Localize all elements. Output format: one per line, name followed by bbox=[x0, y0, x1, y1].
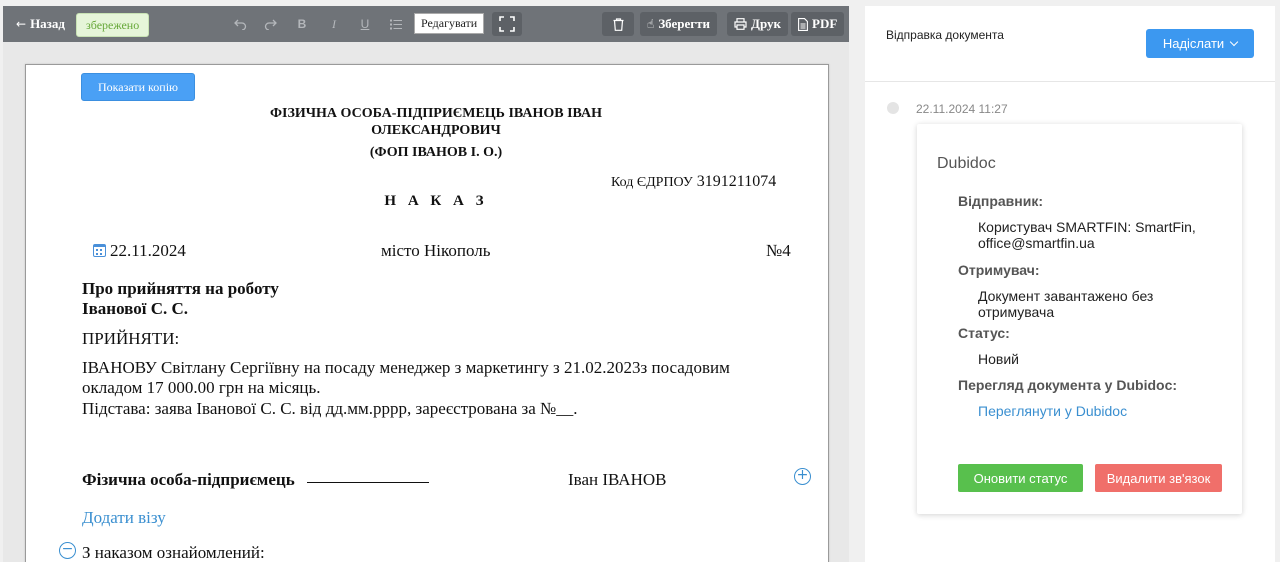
signature-line bbox=[307, 482, 429, 483]
edrpou-label: Код ЄДРПОУ bbox=[611, 175, 693, 190]
status-label: Статус: bbox=[958, 325, 1010, 341]
delete-link-button[interactable]: Видалити зв'язок bbox=[1095, 464, 1222, 492]
trash-icon bbox=[613, 18, 624, 31]
bold-button[interactable] bbox=[289, 12, 315, 36]
recipient-line1: Документ завантажено без bbox=[978, 288, 1154, 304]
underline-icon: U bbox=[360, 17, 370, 31]
redo-button[interactable] bbox=[257, 12, 283, 36]
subject-line2: Іванової С. С. bbox=[82, 299, 189, 318]
pdf-button[interactable] bbox=[791, 12, 844, 36]
body-line2: окладом 17 000.00 грн на місяць. bbox=[82, 378, 321, 397]
recipient-label: Отримувач: bbox=[958, 262, 1040, 278]
company-name-line2: ОЛЕКСАНДРОВИЧ bbox=[371, 123, 501, 138]
signer-name: Іван ІВАНОВ bbox=[568, 470, 667, 489]
send-panel bbox=[865, 6, 1275, 562]
signer-row bbox=[82, 470, 429, 490]
edrpou-code bbox=[611, 173, 776, 191]
remove-minus-icon[interactable]: − bbox=[59, 542, 76, 559]
save-label: Зберегти bbox=[658, 16, 711, 31]
undo-icon bbox=[234, 18, 247, 30]
send-label: Надіслати bbox=[1162, 36, 1225, 51]
chevron-down-icon bbox=[1230, 37, 1238, 45]
print-label: Друк bbox=[751, 16, 781, 31]
print-button[interactable] bbox=[727, 12, 788, 36]
sender-line2: office@smartfin.ua bbox=[978, 235, 1095, 251]
order-number: №4 bbox=[766, 241, 791, 260]
subject-line1: Про прийняття на роботу bbox=[82, 279, 279, 298]
timeline-timestamp: 22.11.2024 11:27 bbox=[916, 102, 1008, 116]
basis-line: Підстава: заява Іванової С. С. від дд.мм.рррр, зареєстрована за №__. bbox=[82, 399, 578, 418]
editor-area bbox=[3, 6, 849, 562]
underline-button[interactable] bbox=[352, 12, 378, 36]
send-dropdown-button[interactable] bbox=[1146, 29, 1254, 58]
back-label: Назад bbox=[30, 16, 65, 31]
send-panel-title: Відправка документа bbox=[886, 28, 1004, 42]
italic-icon: I bbox=[332, 16, 336, 31]
file-icon bbox=[798, 18, 808, 31]
editor-toolbar bbox=[3, 6, 849, 42]
sender-line1: Користувач SMARTFIN: SmartFin, bbox=[978, 219, 1196, 235]
list-icon bbox=[390, 19, 402, 30]
update-status-button[interactable]: Оновити статус bbox=[958, 464, 1083, 492]
send-panel-header bbox=[865, 6, 1275, 82]
sender-label: Відправник: bbox=[958, 193, 1044, 209]
status-value: Новий bbox=[978, 351, 1019, 367]
italic-button[interactable] bbox=[321, 12, 347, 36]
company-name-line1: ФІЗИЧНА ОСОБА-ПІДПРИЄМЕЦЬ ІВАНОВ ІВАН bbox=[270, 106, 602, 121]
back-button[interactable] bbox=[9, 12, 72, 36]
timeline-dot bbox=[887, 102, 899, 114]
pdf-label: PDF bbox=[812, 16, 838, 31]
edrpou-value: 3191211074 bbox=[696, 173, 777, 190]
fullscreen-button[interactable] bbox=[492, 12, 522, 36]
order-city: місто Нікополь bbox=[381, 241, 491, 260]
body-line1: ІВАНОВУ Світлану Сергіївну на посаду менеджер з маркетингу з 21.02.2023з посадовим bbox=[82, 358, 730, 377]
save-button[interactable] bbox=[640, 12, 717, 36]
order-date: 22.11.2024 bbox=[110, 241, 186, 260]
show-copy-button[interactable]: Показати копію bbox=[81, 73, 195, 101]
view-in-dubidoc-link[interactable]: Переглянути у Dubidoc bbox=[978, 403, 1128, 419]
action-heading: ПРИЙНЯТИ: bbox=[82, 329, 180, 348]
redo-icon bbox=[264, 18, 277, 30]
acquainted-line: З наказом ознайомлений: bbox=[82, 543, 265, 562]
calendar-icon bbox=[93, 244, 106, 257]
hand-pointer-icon: ☝ bbox=[647, 17, 655, 31]
add-visa-link[interactable]: Додати візу bbox=[82, 508, 166, 527]
list-button[interactable] bbox=[383, 12, 409, 36]
arrow-left-icon: ← bbox=[16, 17, 27, 31]
printer-icon bbox=[734, 18, 747, 30]
document-title: Н А К А З bbox=[384, 193, 488, 209]
view-label: Перегляд документа у Dubidoc: bbox=[958, 377, 1178, 393]
saved-status-badge: збережено bbox=[76, 13, 149, 37]
dubidoc-card bbox=[917, 124, 1242, 514]
bold-icon: B bbox=[297, 17, 307, 31]
add-signer-plus-icon[interactable]: + bbox=[794, 468, 811, 485]
recipient-line2: отримувача bbox=[978, 304, 1055, 320]
delete-button[interactable] bbox=[602, 12, 634, 36]
document-page bbox=[25, 64, 829, 562]
date-field[interactable] bbox=[93, 241, 186, 261]
edit-button[interactable]: Редагувати bbox=[414, 13, 484, 34]
undo-button[interactable] bbox=[227, 12, 253, 36]
card-service-name: Dubidoc bbox=[937, 155, 996, 172]
fullscreen-icon bbox=[499, 16, 515, 32]
company-short-name: (ФОП ІВАНОВ І. О.) bbox=[369, 145, 503, 160]
signer-title: Фізична особа-підприємець bbox=[82, 470, 295, 489]
